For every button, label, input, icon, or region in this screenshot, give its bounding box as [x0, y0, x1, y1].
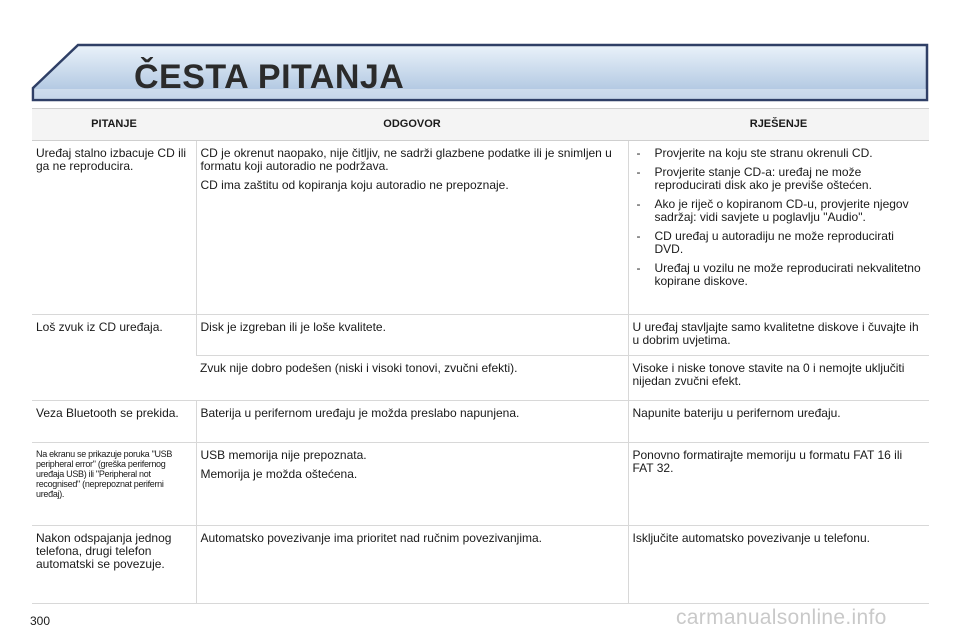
page-number: 300 — [30, 614, 51, 628]
solution-list-item: - Provjerite na koju ste stranu okrenuli CD. — [633, 147, 926, 160]
column-header-solution: RJEŠENJE — [628, 109, 929, 141]
solution-cell: Ponovno formatirajte memoriju u formatu FAT 16 ili FAT 32. — [628, 443, 929, 526]
table-row — [32, 315, 929, 356]
answer-cell: Automatsko povezivanje ima prioritet nad ručnim povezivanjima. — [196, 526, 628, 604]
question-cell: Uređaj stalno izbacuje CD ili ga ne reproducira. — [32, 141, 196, 315]
table-row — [32, 526, 929, 604]
watermark-text: carmanualsonline.info — [676, 606, 887, 629]
question-cell: Loš zvuk iz CD uređaja. — [32, 315, 196, 401]
answer-text: CD ima zaštitu od kopiranja koju autoradio ne prepoznaje. — [200, 178, 509, 192]
solution-cell — [628, 141, 929, 315]
solution-list-item: - Provjerite stanje CD-a: uređaj ne može reproducirati disk ako je previše oštećen. — [633, 166, 926, 192]
question-cell: Veza Bluetooth se prekida. — [32, 401, 196, 443]
solution-list-item: - CD uređaj u autoradiju ne može reproducirati DVD. — [633, 230, 926, 256]
column-header-question: PITANJE — [32, 109, 196, 141]
solution-cell: U uređaj stavljajte samo kvalitetne diskove i čuvajte ih u dobrim uvjetima. — [628, 315, 929, 356]
page-title: ČESTA PITANJA — [134, 58, 405, 96]
question-cell: Nakon odspajanja jednog telefona, drugi telefon automatski se povezuje. — [32, 526, 196, 604]
answer-cell: Zvuk nije dobro podešen (niski i visoki tonovi, zvučni efekti). — [196, 356, 628, 401]
column-header-answer: ODGOVOR — [196, 109, 628, 141]
table-row — [32, 443, 929, 526]
answer-cell: Baterija u perifernom uređaju je možda preslabo napunjena. — [196, 401, 628, 443]
table-row — [32, 401, 929, 443]
solution-cell: Visoke i niske tonove stavite na 0 i nemojte uključiti nijedan zvučni efekt. — [628, 356, 929, 401]
answer-text: Memorija je možda oštećena. — [200, 467, 358, 481]
answer-cell: Disk je izgreban ili je loše kvalitete. — [196, 315, 628, 356]
solution-list — [633, 147, 926, 288]
solution-list-item: - Ako je riječ o kopiranom CD-u, provjerite njegov sadržaj: vidi savjete u poglavlju "Audio". — [633, 198, 926, 224]
solution-cell: Napunite bateriju u perifernom uređaju. — [628, 401, 929, 443]
answer-text: CD je okrenut naopako, nije čitljiv, ne sadrži glazbene podatke ili je snimljen u formatu koji autoradio ne podržava. — [200, 146, 612, 173]
answer-cell — [196, 141, 628, 315]
solution-cell: Isključite automatsko povezivanje u telefonu. — [628, 526, 929, 604]
answer-text: USB memorija nije prepoznata. — [200, 448, 367, 462]
table-header-row — [32, 109, 929, 141]
solution-list-item: - Uređaj u vozilu ne može reproducirati nekvalitetno kopirane diskove. — [633, 262, 926, 288]
table-row — [32, 141, 929, 315]
faq-table — [32, 108, 929, 604]
question-cell: Na ekranu se prikazuje poruka "USB peripheral error" (greška perifernog uređaja USB) ili "Peripheral not recognised" (neprepoznat periferni uređaj). — [32, 443, 196, 526]
answer-cell — [196, 443, 628, 526]
